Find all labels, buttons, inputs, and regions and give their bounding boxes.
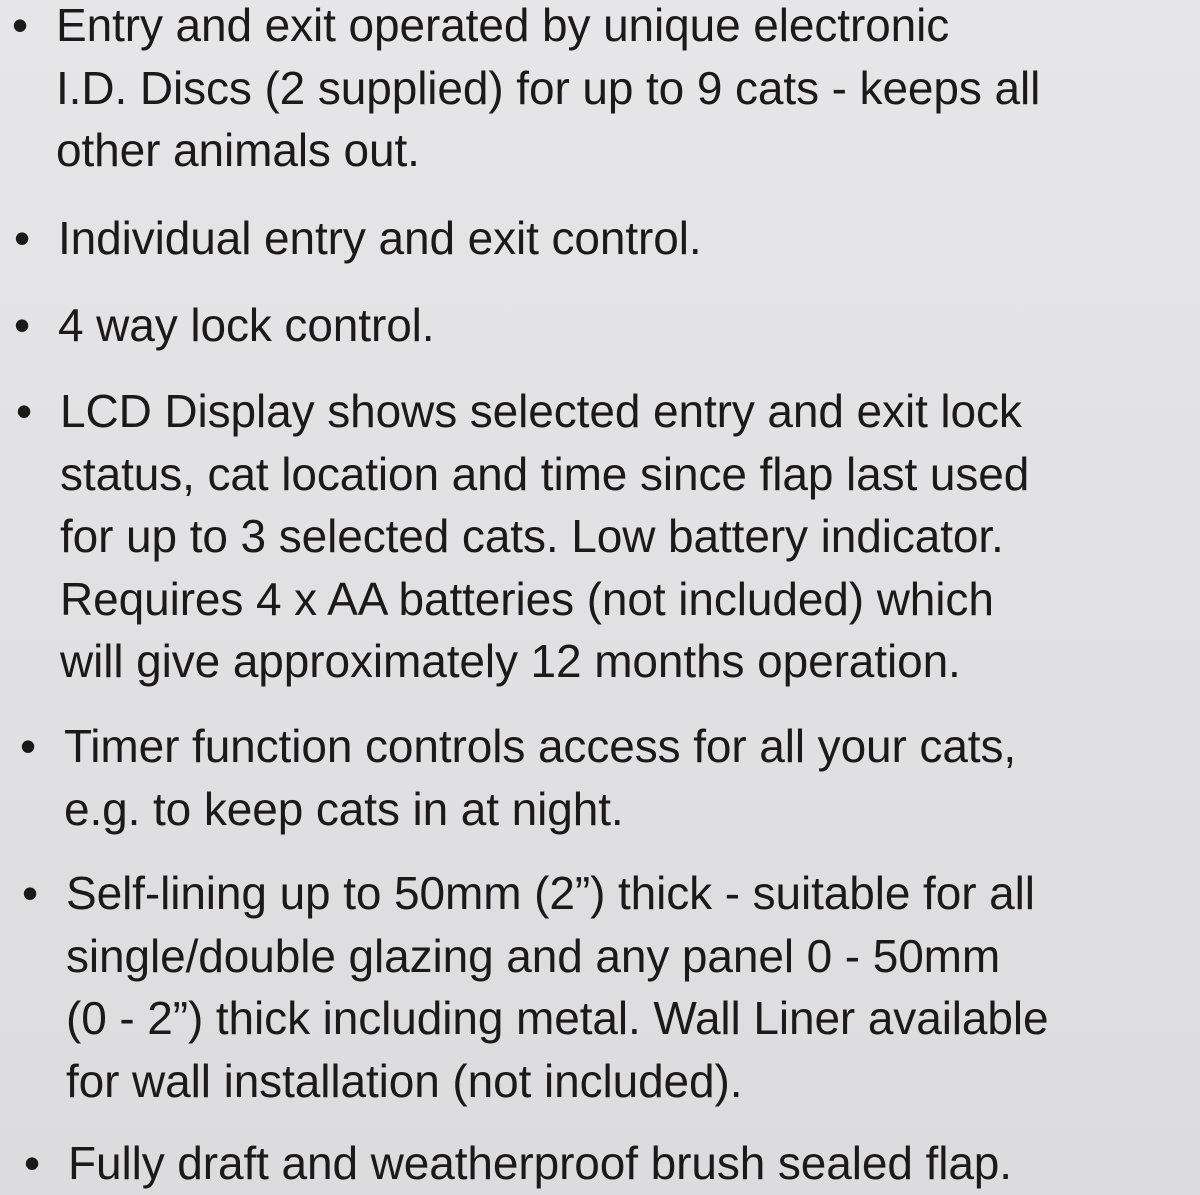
feature-line: Individual entry and exit control.	[58, 212, 702, 264]
feature-line: LCD Display shows selected entry and exit lock	[60, 385, 1022, 437]
list-item	[24, 1132, 1012, 1195]
list-item	[12, 0, 1041, 182]
feature-line: other animals out.	[56, 124, 420, 176]
list-item	[16, 380, 1030, 693]
bullet-icon: •	[14, 299, 31, 351]
list-item	[14, 207, 702, 270]
feature-line: for wall installation (not included).	[66, 1054, 743, 1107]
feature-line: Timer function controls access for all your cats,	[64, 720, 1017, 772]
bullet-icon: •	[14, 212, 31, 264]
list-item	[14, 294, 435, 357]
list-item	[20, 715, 1017, 840]
feature-line: e.g. to keep cats in at night.	[64, 782, 624, 835]
feature-line: 4 way lock control.	[58, 299, 435, 351]
bullet-icon: •	[22, 867, 39, 919]
list-item	[22, 862, 1049, 1112]
feature-line: Self-lining up to 50mm (2”) thick - suitable for all	[66, 867, 1035, 919]
bullet-icon: •	[20, 720, 37, 772]
bullet-icon: •	[12, 0, 29, 51]
feature-line: for up to 3 selected cats. Low battery indicator.	[60, 510, 1004, 562]
feature-line: Fully draft and weatherproof brush sealed flap.	[68, 1137, 1012, 1189]
feature-line: single/double glazing and any panel 0 - 50mm	[66, 929, 1001, 982]
feature-line: Entry and exit operated by unique electronic	[56, 0, 950, 51]
bullet-icon: •	[16, 385, 33, 437]
feature-line: Requires 4 x AA batteries (not included) which	[60, 572, 994, 625]
bullet-icon: •	[24, 1137, 41, 1189]
feature-line: (0 - 2”) thick including metal. Wall Liner available	[66, 992, 1049, 1044]
feature-line: I.D. Discs (2 supplied) for up to 9 cats - keeps all	[56, 61, 1041, 114]
feature-line: status, cat location and time since flap last used	[60, 447, 1030, 500]
feature-line: will give approximately 12 months operation.	[60, 635, 961, 687]
